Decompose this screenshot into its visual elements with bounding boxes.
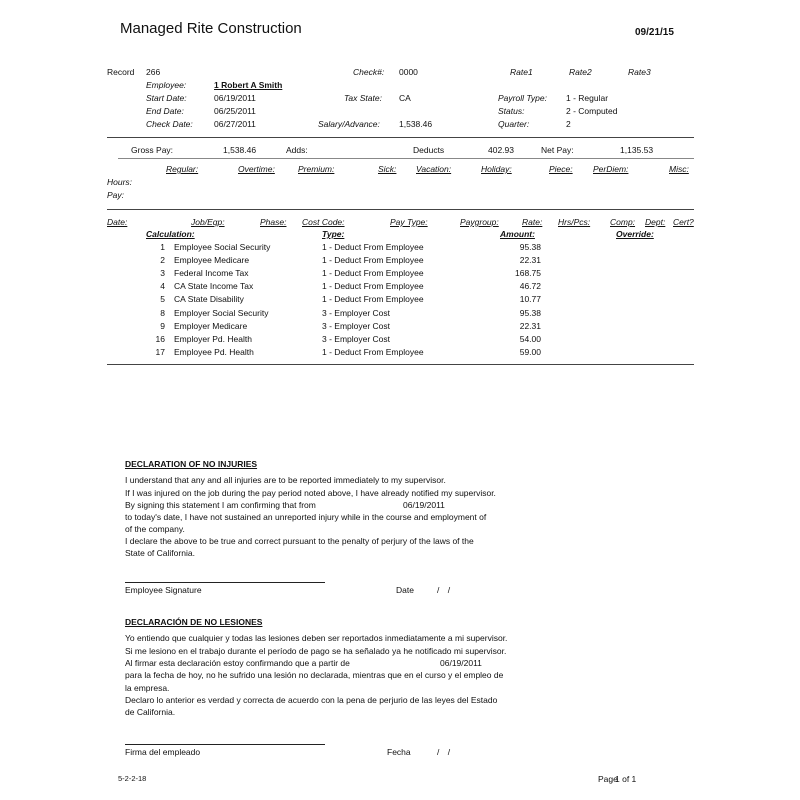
end-date: 06/25/2011: [214, 106, 256, 116]
calc-amount: 10.77: [519, 294, 541, 304]
declaration-line: If I was injured on the job during the pay period noted above, I have already notified my supervisor.: [125, 488, 496, 498]
record-label: Record: [107, 67, 135, 77]
declaration-date: 06/19/2011: [403, 500, 445, 510]
declaration-line: Al firmar esta declaración estoy confirmando que a partir de: [125, 658, 350, 668]
net-pay-value: 1,135.53: [620, 145, 654, 155]
signature-line[interactable]: [125, 744, 325, 745]
calc-number: 17: [155, 347, 165, 357]
tax-state-label: Tax State:: [344, 93, 382, 103]
calc-name: Employee Social Security: [174, 242, 271, 252]
date-label: Date: [396, 585, 414, 595]
employee-name: 1 Robert A Smith: [214, 80, 283, 90]
calc-name: Employee Pd. Health: [174, 347, 254, 357]
calc-type: 1 - Deduct From Employee: [322, 347, 424, 357]
calc-amount: 95.38: [519, 242, 541, 252]
calc-type: 3 - Employer Cost: [322, 321, 391, 331]
calc-type: 1 - Deduct From Employee: [322, 281, 424, 291]
pay-type-header: Pay Type:: [390, 217, 428, 227]
tax-state: CA: [399, 93, 411, 103]
earnings-header: PerDiem:: [593, 164, 629, 174]
payroll-type: 1 - Regular: [566, 93, 609, 103]
earnings-header: Regular:: [166, 164, 199, 174]
calc-number: 1: [160, 242, 165, 252]
declaration-line: of the company.: [125, 524, 185, 534]
declaration-line: para la fecha de hoy, no he sufrido una lesión no declarada, mientras que en el curso y el empleo de: [125, 670, 504, 680]
override-header: Override:: [616, 229, 654, 239]
signature-label: Employee Signature: [125, 585, 202, 595]
check-date-label: Check Date:: [146, 119, 193, 129]
declaration-line: I understand that any and all injuries are to be reported immediately to my supervisor.: [125, 475, 446, 485]
employee-label: Employee:: [146, 80, 187, 90]
cert-header: Cert?: [673, 217, 694, 227]
gross-pay-label: Gross Pay:: [131, 145, 174, 155]
earnings-header: Misc:: [669, 164, 689, 174]
check-label: Check#:: [353, 67, 385, 77]
status-value: 2 - Computed: [566, 106, 618, 116]
rate3-label: Rate3: [628, 67, 651, 77]
declaration-line: to today's date, I have not sustained an unreported injury while in the course and employment of: [125, 512, 487, 522]
hrs-pcs-header: Hrs/Pcs:: [558, 217, 591, 227]
dept-header: Dept:: [645, 217, 666, 227]
earnings-header: Overtime:: [238, 164, 275, 174]
end-date-label: End Date:: [146, 106, 184, 116]
deducts-label: Deducts: [413, 145, 445, 155]
earnings-header: Piece:: [549, 164, 573, 174]
rate2-label: Rate2: [569, 67, 592, 77]
declaration-line: Si me lesiono en el trabajo durante el período de pago se ha señalado ya he notificado mi supervisor.: [125, 646, 507, 656]
date-label: Fecha: [387, 747, 411, 757]
hours-label: Hours:: [107, 177, 133, 187]
calc-number: 3: [160, 268, 165, 278]
salary-label: Salary/Advance:: [318, 119, 380, 129]
quarter-value: 2: [566, 119, 571, 129]
calc-type: 1 - Deduct From Employee: [322, 255, 424, 265]
earnings-header: Sick:: [378, 164, 397, 174]
earnings-header: Vacation:: [416, 164, 452, 174]
calc-name: Employer Social Security: [174, 308, 269, 318]
adds-label: Adds:: [286, 145, 308, 155]
rate1-label: Rate1: [510, 67, 533, 77]
calculation-header: Calculation:: [146, 229, 195, 239]
divider: [118, 158, 694, 159]
paygroup-header: Paygroup:: [460, 217, 499, 227]
declaration-line: Declaro lo anterior es verdad y correcta de acuerdo con la pena de perjurio de las leyes del Estado: [125, 695, 498, 705]
declaration-title: DECLARACIÓN DE NO LESIONES: [125, 617, 263, 627]
net-pay-label: Net Pay:: [541, 145, 574, 155]
calc-type: 1 - Deduct From Employee: [322, 268, 424, 278]
calc-number: 4: [160, 281, 165, 291]
date-blank[interactable]: / /: [437, 585, 451, 595]
signature-label: Firma del empleado: [125, 747, 201, 757]
declaration-date: 06/19/2011: [440, 658, 482, 668]
calc-name: Federal Income Tax: [174, 268, 249, 278]
signature-line[interactable]: [125, 582, 325, 583]
calc-amount: 22.31: [519, 321, 541, 331]
calc-number: 5: [160, 294, 165, 304]
quarter-label: Quarter:: [498, 119, 530, 129]
declaration-line: la empresa.: [125, 683, 170, 693]
salary-value: 1,538.46: [399, 119, 433, 129]
gross-pay-value: 1,538.46: [223, 145, 257, 155]
start-date: 06/19/2011: [214, 93, 256, 103]
check-number: 0000: [399, 67, 418, 77]
calc-number: 9: [160, 321, 165, 331]
calc-number: 8: [160, 308, 165, 318]
calc-type: 3 - Employer Cost: [322, 308, 391, 318]
divider: [107, 209, 694, 210]
declaration-line: I declare the above to be true and correct pursuant to the penalty of perjury of the laws of the: [125, 536, 474, 546]
page-label: Page: [598, 774, 618, 784]
payroll-type-label: Payroll Type:: [498, 93, 547, 103]
record-number: 266: [146, 67, 161, 77]
status-label: Status:: [498, 106, 525, 116]
declaration-line: State of California.: [125, 548, 195, 558]
calc-amount: 95.38: [519, 308, 541, 318]
calc-name: CA State Income Tax: [174, 281, 254, 291]
declaration-line: Yo entiendo que cualquier y todas las lesiones deben ser reportados inmediatamente a mi supervisor.: [125, 633, 508, 643]
earnings-header: Premium:: [298, 164, 335, 174]
calc-name: CA State Disability: [174, 294, 244, 304]
divider: [107, 137, 694, 138]
start-date-label: Start Date:: [146, 93, 187, 103]
declaration-line: de California.: [125, 707, 176, 717]
job-header: Job/Eqp:: [191, 217, 225, 227]
declaration-line: By signing this statement I am confirming that from: [125, 500, 316, 510]
declaration-title: DECLARATION OF NO INJURIES: [125, 459, 258, 469]
check-date: 06/27/2011: [214, 119, 256, 129]
earnings-header: Holiday:: [481, 164, 512, 174]
report-date: 09/21/15: [635, 27, 674, 38]
calc-number: 16: [155, 334, 165, 344]
calc-name: Employer Medicare: [174, 321, 248, 331]
date-header: Date:: [107, 217, 128, 227]
amount-header: Amount:: [500, 229, 535, 239]
calc-type: 3 - Employer Cost: [322, 334, 391, 344]
type-header: Type:: [322, 229, 345, 239]
calc-name: Employer Pd. Health: [174, 334, 252, 344]
calc-type: 1 - Deduct From Employee: [322, 242, 424, 252]
cost-code-header: Cost Code:: [302, 217, 345, 227]
calc-type: 1 - Deduct From Employee: [322, 294, 424, 304]
calc-amount: 54.00: [519, 334, 541, 344]
calc-amount: 22.31: [519, 255, 541, 265]
deducts-value: 402.93: [488, 145, 514, 155]
company-title: Managed Rite Construction: [120, 20, 302, 37]
footer-code: 5-2-2-18: [118, 774, 147, 783]
calc-amount: 59.00: [519, 347, 541, 357]
pay-label: Pay:: [107, 190, 125, 200]
date-blank[interactable]: / /: [437, 747, 451, 757]
rate-header: Rate:: [522, 217, 543, 227]
phase-header: Phase:: [260, 217, 287, 227]
page-value: 1 of 1: [615, 774, 637, 784]
divider: [107, 364, 694, 365]
calc-amount: 168.75: [515, 268, 541, 278]
calc-number: 2: [160, 255, 165, 265]
calc-name: Employee Medicare: [174, 255, 250, 265]
calc-amount: 46.72: [519, 281, 541, 291]
comp-header: Comp:: [610, 217, 636, 227]
